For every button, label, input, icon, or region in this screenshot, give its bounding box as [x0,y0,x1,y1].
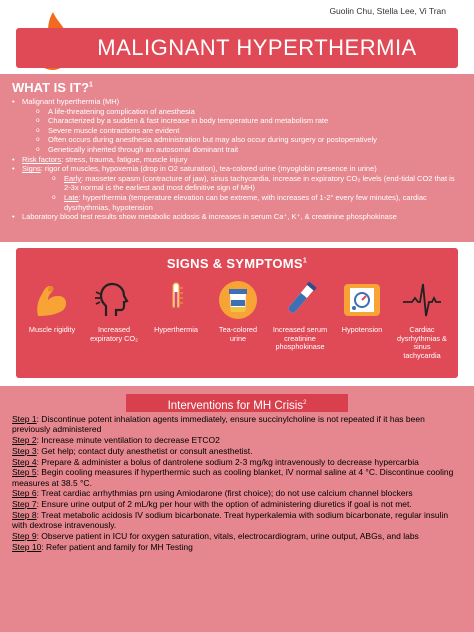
sign-label: Muscle rigidity [28,325,76,334]
sign-hypotension [334,280,390,335]
what-is-it-section [0,74,474,242]
what-heading: WHAT IS IT?$^1$ [12,80,93,95]
breathing-head-icon [94,280,134,320]
page-title: MALIGNANT HYPERTHERMIA [97,35,417,60]
list-item: Step 1: Discontinue potent inhalation agents immediately, ensure succinylcholine is not repeated if it has been previously administered [12,414,425,435]
interventions-heading: Interventions for MH Crisis$^2$ [126,394,348,412]
urine-cup-icon [218,280,258,320]
list-item: o Severe muscle contractions are evident [12,126,458,136]
sign-creatinine-phosphokinase [272,280,328,352]
list-item: Step 7: Ensure urine output of 2 mL/kg per hour with the option of administering diuretics if goal is not met. [12,499,412,510]
list-item: o Early: masseter spasm (contracture of jaw), sinus tachycardia, increase in expiratory CO₂ levels (end-tidal CO2 that is 2-3x normal is the earliest and most definitive sign of MH) [12,174,458,193]
list-item: o Genetically inherited through an autosomal dominant trait [12,145,458,155]
steps-list [12,414,458,552]
list-item: o Often occurs during anesthesia administration but may also occur during surgery or postoperatively [12,135,458,145]
list-item: Step 5: Begin cooling measures if hyperthermic such as cooling blanket, IV normal saline at 4 °C. Discontinue cooling measures at 38.5 °C. [12,467,454,488]
list-item: Step 9: Observe patient in ICU for oxygen saturation, vitals, electrocardiogram, urine output, ABGs, and labs [12,530,419,541]
test-tube-icon [280,280,320,320]
list-item: Step 4: Prepare & administer a bolus of dantrolene sodium 2-3 mg/kg intravenously to decrease hypercarbia [12,456,419,467]
sign-label: Hypotension [341,325,383,334]
signs-symptoms-section [16,248,458,378]
interventions-section [0,386,474,632]
ecg-icon [402,280,442,320]
list-item: • Malignant hyperthermia (MH) [12,97,458,107]
sign-label: Tea-colored urine [218,325,258,343]
sign-label: Increased expiratory CO₂ [90,325,138,343]
sign-cardiac-dysrhythmias [394,280,450,360]
list-item: • Signs: rigor of muscles, hypoxemia (drop in O2 saturation), tea-colored urine (myoglobin presence in urine) [12,164,458,174]
sign-label: Increased serum creatinine phosphokinase [272,325,328,352]
list-item: Step 2: Increase minute ventilation to decrease ETCO2 [12,435,220,446]
list-item: o A life-threatening complication of anesthesia [12,107,458,117]
blood-pressure-icon [342,280,382,320]
sign-muscle-rigidity [24,280,80,335]
list-item: Step 3: Get help; contact duty anesthetist or consult anesthetist. [12,445,253,456]
thermometer-icon [156,280,196,320]
sign-label: Hyperthermia [154,325,198,334]
sign-label: Cardiac dysrhythmias & sinus tachycardia [397,325,447,360]
list-item: o Characterized by a sudden & fast increase in body temperature and metabolism rate [12,116,458,126]
authors: Guolin Chu, Stella Lee, Vi Tran [329,6,446,16]
title-bar [16,28,458,68]
list-item: Step 10: Refer patient and family for MH Testing [12,541,193,552]
list-item: Step 6: Treat cardiac arrhythmias prn using Amiodarone (first choice); do not use calcium channel blockers [12,488,413,499]
list-item: • Risk factors: stress, trauma, fatigue, muscle injury [12,155,458,165]
sign-expiratory-co2 [86,280,142,343]
list-item: Step 8: Treat metabolic acidosis IV sodium bicarbonate. Treat hyperkalemia with sodium bicarbonate, regular insulin with dextrose intravenously. [12,509,449,531]
list-item: o Late: hyperthermia (temperature elevation can be extreme, with increases of 1-2° every few minutes), cardiac dysrhythmias, hypotension [12,193,458,212]
flexed-arm-icon [32,280,72,320]
what-list [12,97,458,222]
sign-tea-colored-urine [210,280,266,343]
list-item: • Laboratory blood test results show metabolic acidosis & increases in serum Ca⁺, K⁺, & creatinine phosphokinase [12,212,458,222]
signs-heading: SIGNS & SYMPTOMS$^1$ [166,256,308,271]
sign-hyperthermia [148,280,204,335]
